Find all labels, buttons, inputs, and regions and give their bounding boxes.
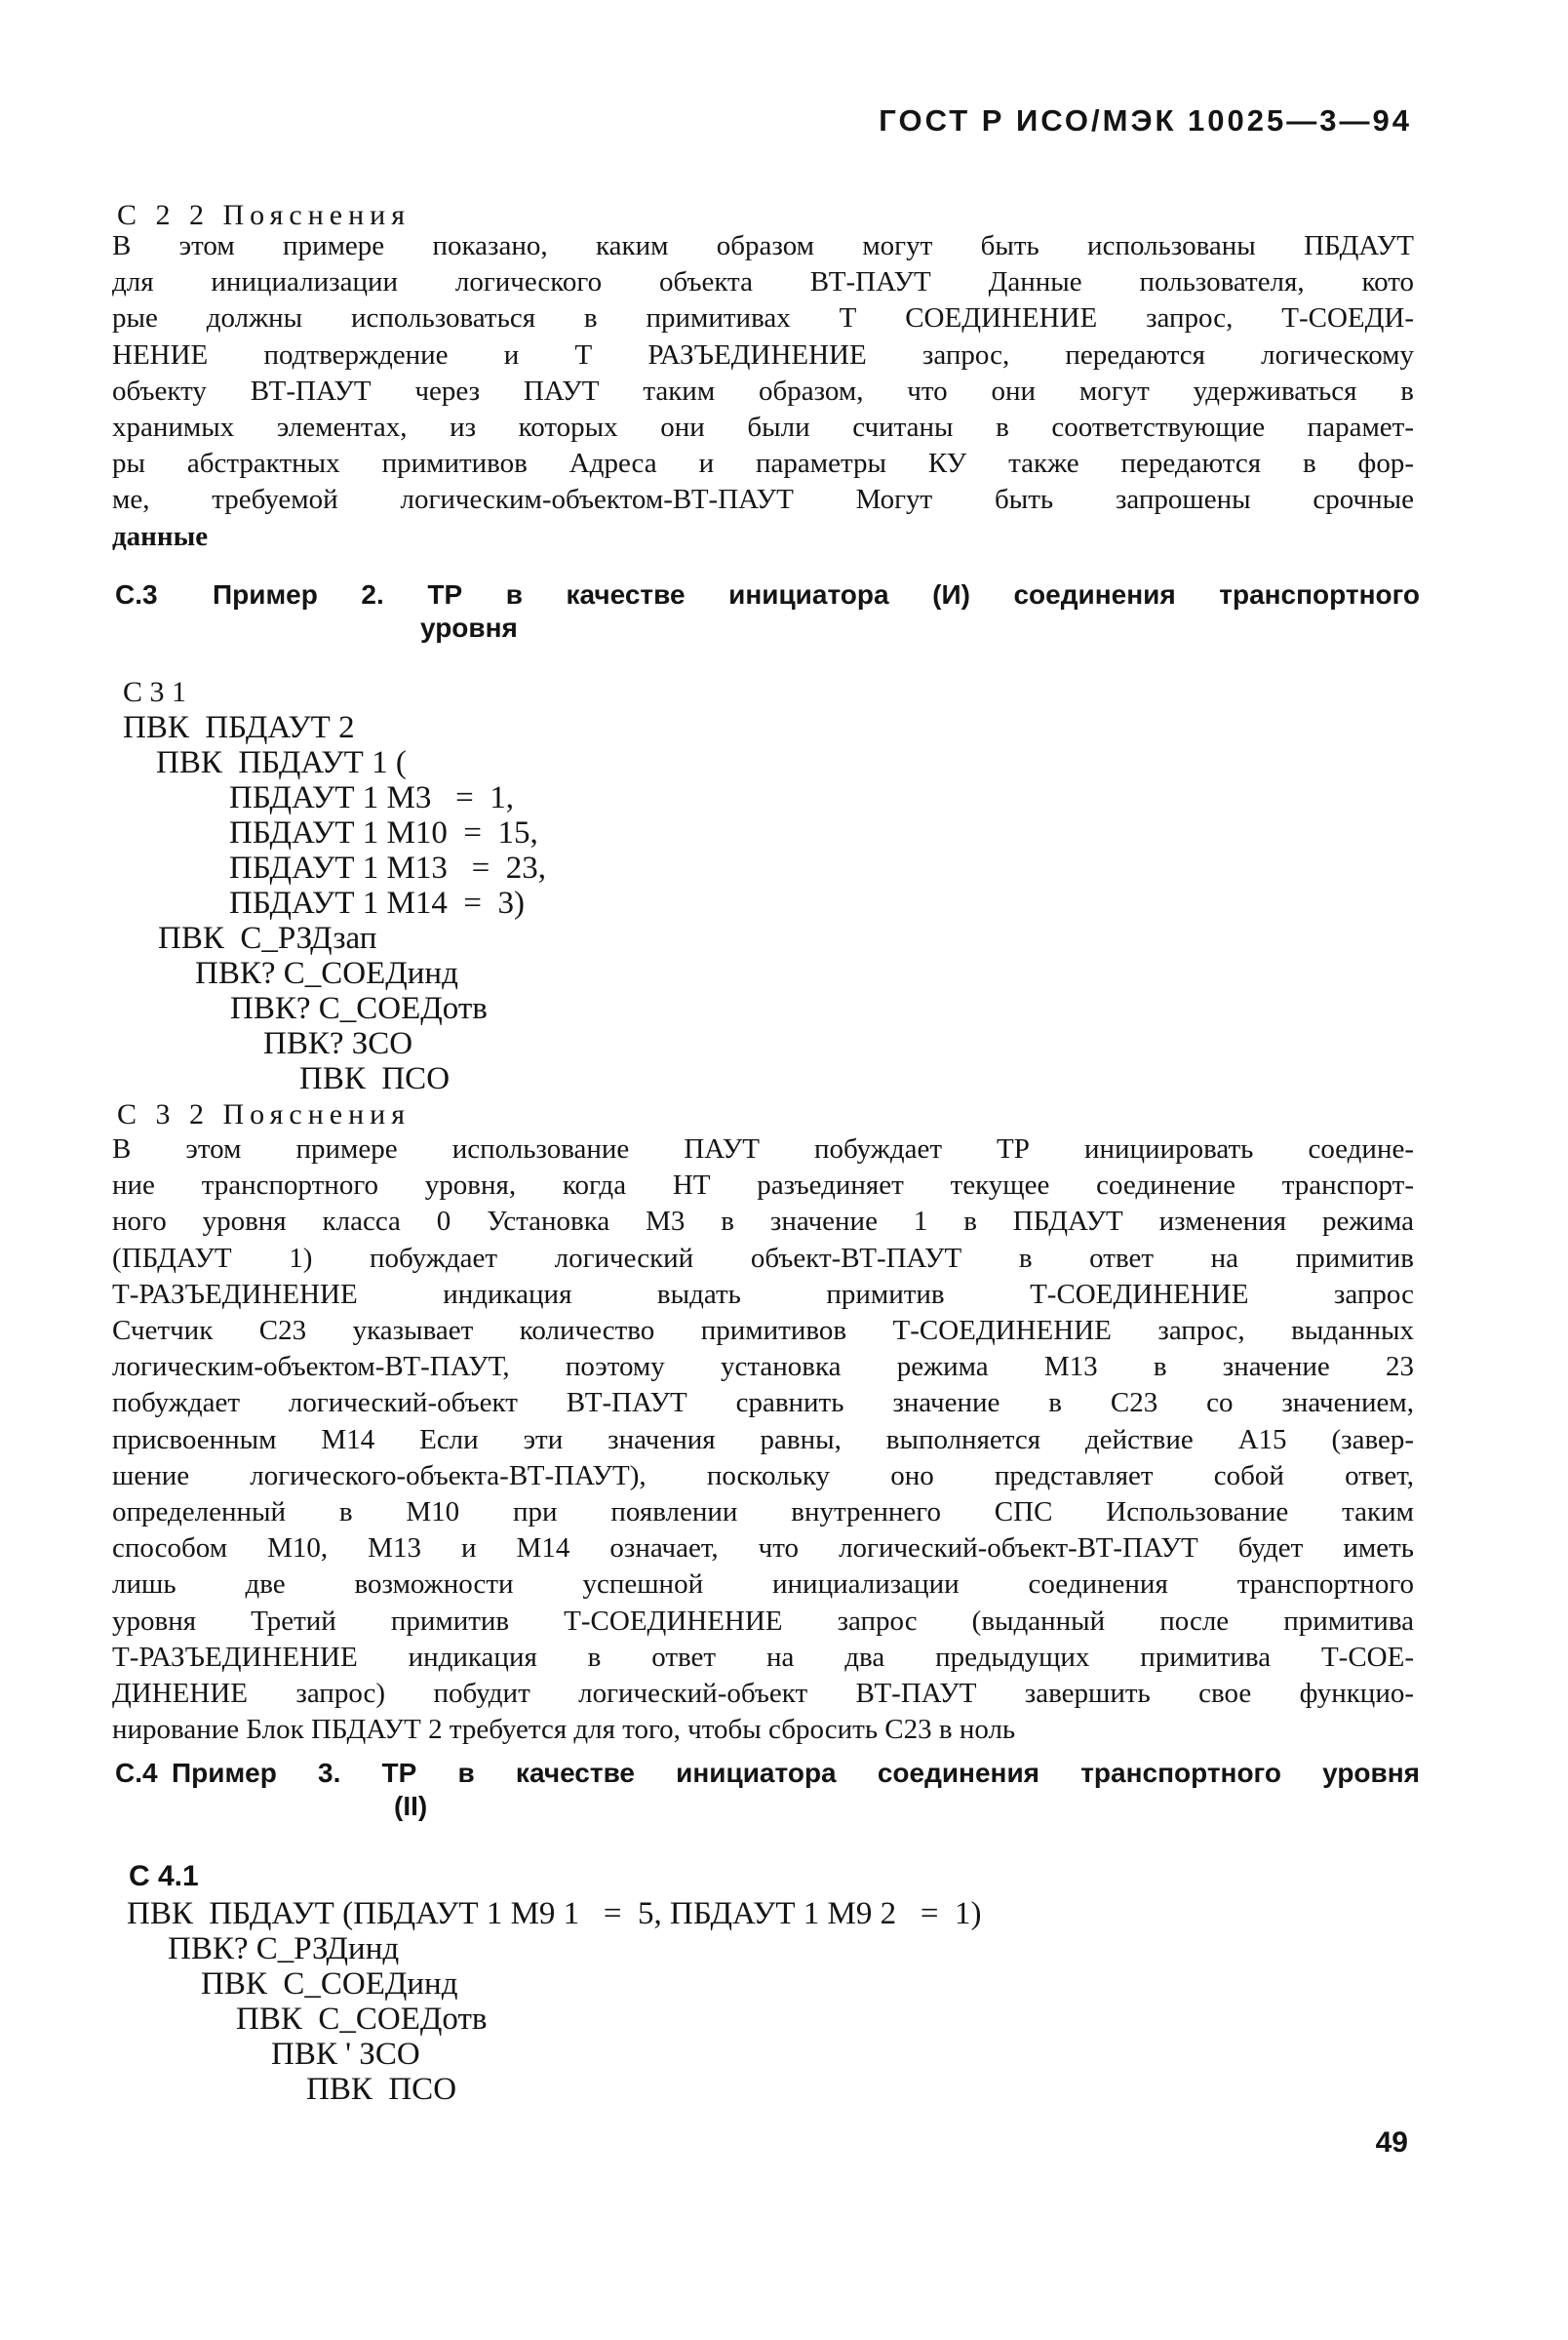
- section-c4-heading: [115, 1756, 1422, 1834]
- section-c4-number: С.4: [115, 1758, 158, 1788]
- paragraph-line: способом М10, М13 и М14 означает, что логический-объект-ВТ-ПАУТ будет иметь: [112, 1532, 1414, 1565]
- code-line: ПБДАУТ 1 М10 = 15,: [229, 815, 538, 851]
- paragraph-line: ние транспортного уровня, когда НТ разъединяет текущее соединение транспорт-: [112, 1170, 1414, 1202]
- section-c22-paragraph: [112, 228, 1414, 555]
- code-line: ПВК ПСО: [306, 2072, 457, 2107]
- paragraph-line: для инициализации логического объекта ВТ-ПАУТ Данные пользователя, кото: [112, 266, 1414, 298]
- code-line: ПВК? С_СОЕДотв: [230, 991, 488, 1026]
- paragraph-line: Счетчик С23 указывает количество примитивов Т-СОЕДИНЕНИЕ запрос, выданных: [112, 1315, 1414, 1347]
- paragraph-line: рые должны использоваться в примитивах Т СОЕДИНЕНИЕ запрос, Т-СОЕДИ-: [112, 302, 1414, 335]
- paragraph-line: логическим-объектом-ВТ-ПАУТ, поэтому установка режима М13 в значение 23: [112, 1351, 1414, 1383]
- code-line: ПВК С_СОЕДотв: [236, 2002, 488, 2037]
- paragraph-line: нирование Блок ПБДАУТ 2 требуется для того, чтобы сбросить С23 в ноль: [112, 1714, 1016, 1746]
- paragraph-line: ры абстрактных примитивов Адреса и параметры КУ также передаются в фор-: [112, 448, 1414, 480]
- section-c32-paragraph: [112, 1131, 1414, 1748]
- code-line: ПВК? С_РЗДинд: [168, 1931, 400, 1966]
- paragraph-line: Т-РАЗЪЕДИНЕНИЕ индикация выдать примитив Т-СОЕДИНЕНИЕ запрос: [112, 1278, 1414, 1310]
- paragraph-line: Т-РАЗЪЕДИНЕНИЕ индикация в ответ на два предыдущих примитива Т-СОЕ-: [112, 1641, 1414, 1673]
- code-line: ПВК? С_СОЕДинд: [195, 956, 458, 991]
- code-line: ПВК ПБДАУТ (ПБДАУТ 1 М9 1 = 5, ПБДАУТ 1 М9 2 = 1): [127, 1896, 982, 1931]
- section-c3-heading: [115, 577, 1422, 655]
- paragraph-line: ме, требуемой логическим-объектом-ВТ-ПАУТ Могут быть запрошены срочные: [112, 484, 1414, 516]
- paragraph-line: ного уровня класса 0 Установка М3 в значение 1 в ПБДАУТ изменения режима: [112, 1206, 1414, 1238]
- paragraph-line: НЕНИЕ подтверждение и Т РАЗЪЕДИНЕНИЕ запрос, передаются логическому: [112, 338, 1414, 371]
- document-header: ГОСТ Р ИСО/МЭК 10025—3—94: [879, 103, 1412, 138]
- section-c3-title-cont: уровня: [420, 613, 518, 643]
- code-line: ПВК С_РЗДзап: [158, 921, 377, 956]
- paragraph-line: хранимых элементах, из которых они были считаны в соответствующие парамет-: [112, 412, 1414, 444]
- section-c4-title: Пример 3. ТР в качестве инициатора соединения транспортного уровня: [172, 1758, 1420, 1788]
- paragraph-line: шение логического-объекта-ВТ-ПАУТ), поскольку оно представляет собой ответ,: [112, 1459, 1414, 1491]
- section-c32-title: С 3 2 Пояснения: [117, 1098, 411, 1130]
- paragraph-line: (ПБДАУТ 1) побуждает логический объект-ВТ-ПАУТ в ответ на примитив: [112, 1242, 1414, 1274]
- section-c3-title: Пример 2. ТР в качестве инициатора (И) соединения транспортного: [213, 579, 1420, 610]
- paragraph-line: побуждает логический-объект ВТ-ПАУТ сравнить значение в С23 со значением,: [112, 1387, 1414, 1419]
- paragraph-line: В этом примере использование ПАУТ побуждает ТР инициировать соедине-: [112, 1133, 1414, 1165]
- paragraph-line: В этом примере показано, каким образом могут быть использованы ПБДАУТ: [112, 230, 1414, 261]
- paragraph-line: лишь две возможности успешной инициализации соединения транспортного: [112, 1568, 1414, 1601]
- page-number: 49: [1375, 2126, 1408, 2159]
- code-line: ПБДАУТ 1 М14 = 3): [229, 886, 525, 921]
- code-line: ПБДАУТ 1 М3 = 1,: [229, 780, 514, 815]
- paragraph-line: ДИНЕНИЕ запрос) побудит логический-объект ВТ-ПАУТ завершить свое функцио-: [112, 1678, 1414, 1710]
- code-line: ПБДАУТ 1 М13 = 23,: [229, 851, 546, 886]
- paragraph-line: уровня Третий примитив Т-СОЕДИНЕНИЕ запрос (выданный после примитива: [112, 1605, 1414, 1637]
- code-line: ПВК С_СОЕДинд: [201, 1966, 458, 2002]
- paragraph-line: присвоенным М14 Если эти значения равны, выполняется действие А15 (завер-: [112, 1423, 1414, 1455]
- section-c3-number: С.3: [115, 579, 158, 610]
- code-label: С 4.1: [129, 1860, 199, 1892]
- code-line: ПВК ПБДАУТ 1 (: [156, 745, 407, 780]
- section-c22-title: С 2 2 Пояснения: [117, 199, 411, 231]
- code-line: ПВК ПСО: [299, 1061, 451, 1096]
- code-line: ПВК ' ЗСО: [271, 2037, 420, 2072]
- code-line: ПВК? ЗСО: [263, 1026, 413, 1061]
- paragraph-line: объекту ВТ-ПАУТ через ПАУТ таким образом, что они могут удерживаться в: [112, 375, 1414, 407]
- section-c4-title-cont: (II): [394, 1791, 428, 1821]
- code-label: С 3 1: [123, 676, 187, 708]
- paragraph-line: определенный в М10 при появлении внутреннего СПС Использование таким: [112, 1496, 1414, 1528]
- code-line: ПВК ПБДАУТ 2: [123, 710, 355, 745]
- paragraph-line: данные: [112, 520, 209, 552]
